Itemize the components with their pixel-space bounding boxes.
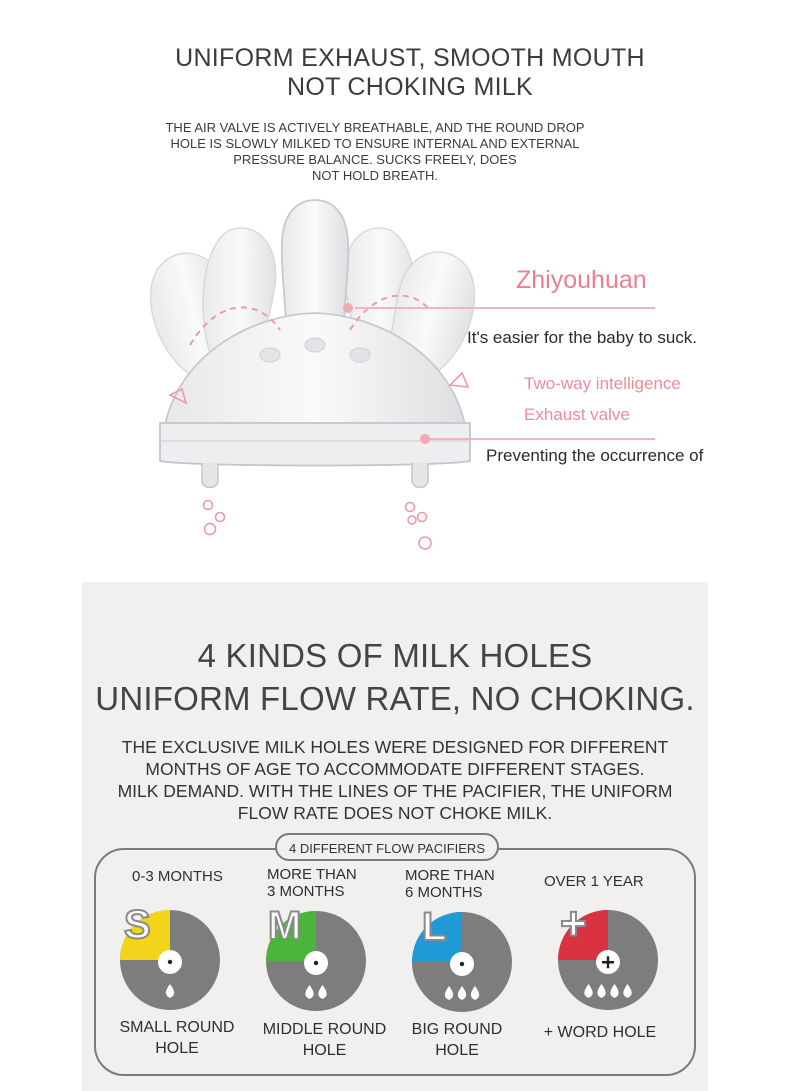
suck-callout: It's easier for the baby to suck. bbox=[467, 328, 698, 347]
hole-label-4: + WORD HOLE bbox=[543, 1024, 657, 1041]
top-desc-line3: PRESSURE BALANCE. SUCKS FREELY, DOES bbox=[233, 152, 517, 167]
nipple-illustration bbox=[140, 195, 490, 560]
top-desc-line4: NOT HOLD BREATH. bbox=[312, 168, 438, 183]
age-label-3: MORE THAN 6 MONTHS bbox=[405, 867, 495, 901]
callout-line-preventing bbox=[430, 438, 655, 440]
bottom-desc-line4: FLOW RATE DOES NOT CHOKE MILK. bbox=[237, 803, 553, 823]
size-letter-s: S bbox=[124, 903, 151, 947]
bottom-desc-line1: THE EXCLUSIVE MILK HOLES WERE DESIGNED FOR DIFFERENT bbox=[121, 737, 669, 757]
bottom-desc-line3: MILK DEMAND. WITH THE LINES OF THE PACIFIER, THE UNIFORM bbox=[117, 781, 673, 801]
hole-label-2: MIDDLE ROUND HOLE bbox=[262, 1021, 387, 1059]
age-label-1: 0-3 MONTHS bbox=[132, 868, 223, 885]
callout-line-brand bbox=[355, 307, 655, 309]
age-label-4: OVER 1 YEAR bbox=[544, 873, 644, 890]
age-label-2: MORE THAN 3 MONTHS bbox=[267, 866, 357, 900]
brand-callout: Zhiyouhuan bbox=[516, 266, 647, 294]
top-desc-line1: THE AIR VALVE IS ACTIVELY BREATHABLE, AND THE ROUND DROP bbox=[165, 120, 585, 135]
callout-dot-brand bbox=[343, 303, 353, 313]
top-heading-line2: NOT CHOKING MILK bbox=[286, 73, 534, 101]
hole-label-3: BIG ROUND HOLE bbox=[411, 1021, 503, 1059]
size-letter-m: M bbox=[268, 904, 302, 948]
panel-label: 4 DIFFERENT FLOW PACIFIERS bbox=[275, 833, 499, 861]
exhaust-callout: Exhaust valve bbox=[524, 405, 630, 424]
top-heading-line1: UNIFORM EXHAUST, SMOOTH MOUTH bbox=[175, 44, 645, 72]
size-letter-plus: + bbox=[560, 897, 587, 949]
hole-label-1: SMALL ROUND HOLE bbox=[119, 1019, 235, 1057]
bottom-section bbox=[82, 582, 708, 1091]
callout-dot-preventing bbox=[420, 434, 430, 444]
two-way-callout: Two-way intelligence bbox=[524, 374, 681, 393]
top-desc-line2: HOLE IS SLOWLY MILKED TO ENSURE INTERNAL AND EXTERNAL bbox=[170, 136, 580, 151]
bottom-desc-line2: MONTHS OF AGE TO ACCOMMODATE DIFFERENT STAGES. bbox=[145, 759, 645, 779]
bottom-heading-line1: 4 KINDS OF MILK HOLES bbox=[197, 637, 593, 674]
bottom-heading-line2: UNIFORM FLOW RATE, NO CHOKING. bbox=[95, 680, 695, 717]
preventing-callout: Preventing the occurrence of bbox=[486, 446, 704, 465]
size-letter-l: L bbox=[422, 905, 447, 949]
